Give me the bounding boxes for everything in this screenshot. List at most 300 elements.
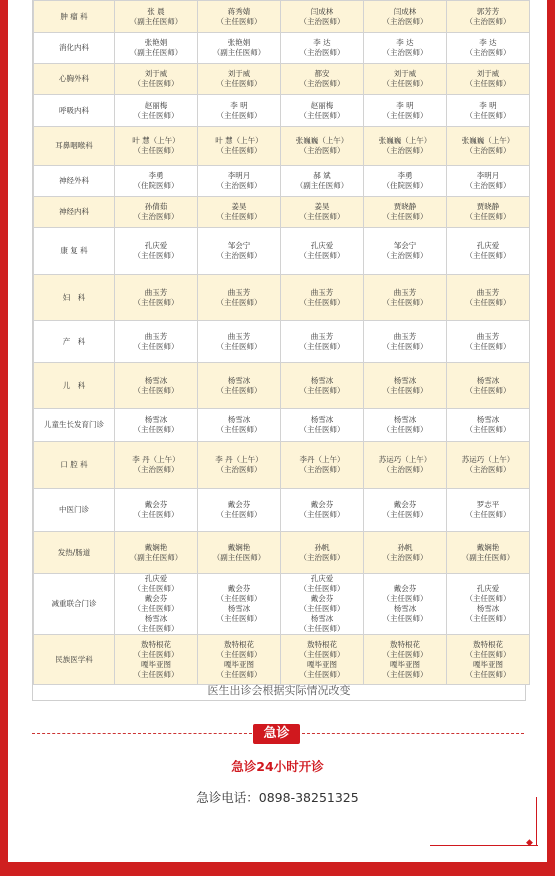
doctor-cell bbox=[447, 574, 530, 635]
doctor-name: 孙倩茹 bbox=[144, 202, 168, 211]
doctor-name: 曲玉芳 bbox=[227, 331, 251, 341]
doctor-cell bbox=[281, 275, 364, 321]
doctor-title: （主任医师） bbox=[382, 669, 428, 679]
doctor-cell bbox=[447, 635, 530, 685]
doctor-name: 嘎毕亚图 bbox=[141, 659, 171, 669]
doctor-cell bbox=[281, 321, 364, 363]
doctor-title: （副主任医师） bbox=[295, 181, 349, 190]
doctor-name: 刘于威 bbox=[476, 69, 500, 78]
doctor-name: 曲玉芳 bbox=[144, 331, 168, 341]
doctor-name: 贾晓静 bbox=[393, 202, 417, 211]
doctor-cell bbox=[447, 363, 530, 409]
doctor-title: （主任医师） bbox=[133, 510, 179, 519]
doctor-cell bbox=[447, 442, 530, 489]
doctor-name: 苏运巧（上午） bbox=[378, 455, 432, 464]
doctor-cell bbox=[364, 409, 447, 442]
doctor-cell bbox=[447, 532, 530, 574]
doctor-name: 孔庆爱 bbox=[144, 574, 168, 583]
doctor-title: （主任医师） bbox=[133, 649, 179, 659]
doctor-title: （主治医师） bbox=[216, 465, 262, 474]
doctor-cell bbox=[198, 228, 281, 275]
table-row bbox=[34, 197, 530, 228]
doctor-name: 叶 慧（上午） bbox=[215, 136, 263, 145]
doctor-name: 张 晨 bbox=[147, 6, 165, 16]
doctor-name: 敖特根花 bbox=[307, 639, 337, 649]
doctor-cell bbox=[447, 166, 530, 197]
doctor-cell bbox=[281, 127, 364, 166]
doctor-title: （主任医师） bbox=[465, 649, 511, 659]
doctor-name: 李明月 bbox=[476, 171, 500, 180]
doctor-name: 李 丹（上午） bbox=[215, 455, 263, 464]
doctor-cell bbox=[115, 166, 198, 197]
doctor-cell bbox=[198, 574, 281, 635]
doctor-cell bbox=[281, 574, 364, 635]
doctor-name: 敖特根花 bbox=[141, 639, 171, 649]
doctor-name: 邹会宁 bbox=[227, 241, 251, 250]
doctor-title: （主治医师） bbox=[299, 146, 345, 155]
doctor-title: （主任医师） bbox=[216, 79, 262, 88]
corner-line-vertical bbox=[536, 797, 537, 845]
doctor-title: （主任医师） bbox=[382, 425, 428, 434]
doctor-title: （主治医师） bbox=[299, 465, 345, 474]
doctor-cell bbox=[447, 33, 530, 64]
doctor-name: 孔庆爱 bbox=[144, 241, 168, 250]
doctor-cell bbox=[198, 64, 281, 95]
doctor-cell bbox=[364, 635, 447, 685]
doctor-name: 贾晓静 bbox=[476, 202, 500, 211]
doctor-cell bbox=[198, 127, 281, 166]
doctor-title: （主治医师） bbox=[299, 552, 345, 562]
doctor-title: （主任医师） bbox=[299, 510, 345, 519]
doctor-name: 孔庆爱 bbox=[476, 584, 500, 593]
doctor-title: （主任医师） bbox=[465, 385, 511, 395]
doctor-name: 曲玉芳 bbox=[393, 331, 417, 341]
doctor-title: （主任医师） bbox=[133, 584, 179, 593]
doctor-title: （主任医师） bbox=[299, 584, 345, 593]
doctor-title: （主任医师） bbox=[133, 385, 179, 395]
doctor-title: （主任医师） bbox=[382, 297, 428, 307]
doctor-cell bbox=[115, 574, 198, 635]
doctor-title: （主任医师） bbox=[465, 669, 511, 679]
dept-cell: 产 科 bbox=[34, 321, 115, 363]
dept-cell: 减重联合门诊 bbox=[34, 574, 115, 635]
doctor-name: 姜昊 bbox=[231, 202, 247, 211]
doctor-title: （主治医师） bbox=[382, 146, 428, 155]
doctor-title: （副主任医师） bbox=[212, 48, 266, 57]
doctor-title: （主任医师） bbox=[465, 251, 511, 260]
doctor-title: （主任医师） bbox=[133, 425, 179, 434]
doctor-name: 杨雪冰 bbox=[310, 614, 334, 623]
doctor-name: 杨雪冰 bbox=[227, 604, 251, 613]
doctor-title: （副主任医师） bbox=[212, 552, 266, 562]
doctor-title: （主治医师） bbox=[382, 48, 428, 57]
doctor-name: 戴娴艳 bbox=[476, 542, 500, 552]
doctor-title: （主任医师） bbox=[299, 212, 345, 221]
doctor-title: （主任医师） bbox=[133, 79, 179, 88]
doctor-title: （主任医师） bbox=[299, 341, 345, 351]
doctor-title: （主任医师） bbox=[299, 649, 345, 659]
doctor-title: （主治医师） bbox=[133, 465, 179, 474]
doctor-name: 曲玉芳 bbox=[476, 287, 500, 297]
doctor-name: 闫成林 bbox=[393, 6, 417, 16]
doctor-name: 李丹（上午） bbox=[299, 455, 345, 464]
doctor-cell bbox=[198, 409, 281, 442]
doctor-cell bbox=[198, 321, 281, 363]
doctor-cell bbox=[281, 409, 364, 442]
doctor-cell bbox=[115, 409, 198, 442]
doctor-cell bbox=[364, 166, 447, 197]
doctor-cell bbox=[364, 197, 447, 228]
doctor-title: （主任医师） bbox=[382, 594, 428, 603]
doctor-cell bbox=[281, 635, 364, 685]
doctor-name: 戴会芬 bbox=[227, 500, 251, 509]
table-row bbox=[34, 33, 530, 64]
doctor-cell bbox=[198, 1, 281, 33]
doctor-title: （主任医师） bbox=[382, 385, 428, 395]
doctor-cell bbox=[281, 64, 364, 95]
doctor-name: 戴娴艳 bbox=[144, 542, 168, 552]
doctor-cell bbox=[364, 321, 447, 363]
doctor-name: 孔庆爱 bbox=[310, 241, 334, 250]
doctor-name: 孔庆爱 bbox=[476, 241, 500, 250]
doctor-title: （主任医师） bbox=[299, 425, 345, 434]
dept-cell: 发热/肠道 bbox=[34, 532, 115, 574]
doctor-name: 郭芳芳 bbox=[476, 6, 500, 16]
doctor-cell bbox=[281, 1, 364, 33]
doctor-title: （主任医师） bbox=[465, 425, 511, 434]
doctor-name: 张艳娟 bbox=[144, 38, 168, 47]
doctor-name: 孙帆 bbox=[314, 542, 330, 552]
doctor-cell bbox=[115, 442, 198, 489]
doctor-title: （主任医师） bbox=[133, 146, 179, 155]
doctor-cell bbox=[364, 95, 447, 127]
doctor-cell bbox=[281, 489, 364, 532]
doctor-name: 刘于威 bbox=[144, 69, 168, 78]
doctor-title: （主治医师） bbox=[382, 251, 428, 260]
doctor-cell bbox=[281, 363, 364, 409]
emergency-badge: 急诊 bbox=[253, 724, 300, 744]
doctor-title: （副主任医师） bbox=[129, 552, 183, 562]
doctor-title: （主任医师） bbox=[133, 251, 179, 260]
dept-cell: 消化内科 bbox=[34, 33, 115, 64]
doctor-name: 杨雪冰 bbox=[227, 375, 251, 385]
doctor-name: 张巍巍（上午） bbox=[295, 136, 349, 145]
doctor-cell bbox=[281, 197, 364, 228]
doctor-name: 李 达 bbox=[313, 38, 331, 47]
doctor-name: 杨雪冰 bbox=[144, 375, 168, 385]
doctor-cell bbox=[115, 127, 198, 166]
doctor-cell bbox=[115, 228, 198, 275]
doctor-name: 敖特根花 bbox=[473, 639, 503, 649]
doctor-name: 李 达 bbox=[479, 38, 497, 47]
doctor-title: （主任医师） bbox=[133, 624, 179, 633]
dept-cell: 妇 科 bbox=[34, 275, 115, 321]
doctor-name: 杨雪冰 bbox=[476, 415, 500, 424]
doctor-name: 姜昊 bbox=[314, 202, 330, 211]
doctor-cell bbox=[364, 532, 447, 574]
doctor-name: 杨雪冰 bbox=[393, 415, 417, 424]
divider-left bbox=[32, 733, 252, 734]
doctor-title: （主任医师） bbox=[216, 341, 262, 351]
emergency-phone[interactable]: 急诊电话：0898-38251325 bbox=[196, 790, 359, 805]
doctor-title: （主任医师） bbox=[382, 79, 428, 88]
doctor-cell bbox=[115, 197, 198, 228]
dept-cell: 中医门诊 bbox=[34, 489, 115, 532]
doctor-title: （主任医师） bbox=[382, 510, 428, 519]
doctor-cell bbox=[447, 1, 530, 33]
table-row bbox=[34, 275, 530, 321]
doctor-cell bbox=[198, 275, 281, 321]
table-row bbox=[34, 489, 530, 532]
doctor-name: 苏运巧（上午） bbox=[461, 455, 515, 464]
doctor-cell bbox=[115, 363, 198, 409]
table-row bbox=[34, 228, 530, 275]
table-row bbox=[34, 442, 530, 489]
dept-cell: 儿童生长发育门诊 bbox=[34, 409, 115, 442]
doctor-title: （主治医师） bbox=[465, 465, 511, 474]
doctor-title: （主任医师） bbox=[465, 297, 511, 307]
doctor-cell bbox=[198, 532, 281, 574]
table-row bbox=[34, 635, 530, 685]
doctor-cell bbox=[198, 489, 281, 532]
doctor-title: （主任医师） bbox=[133, 297, 179, 307]
doctor-title: （主任医师） bbox=[133, 341, 179, 351]
doctor-title: （主任医师） bbox=[216, 614, 262, 623]
doctor-name: 李 明 bbox=[479, 100, 497, 110]
doctor-title: （主任医师） bbox=[299, 251, 345, 260]
doctor-name: 嘎毕亚图 bbox=[307, 659, 337, 669]
doctor-name: 曲玉芳 bbox=[476, 331, 500, 341]
dept-cell: 康 复 科 bbox=[34, 228, 115, 275]
doctor-title: （主治医师） bbox=[465, 146, 511, 155]
doctor-name: 李勇 bbox=[397, 171, 413, 180]
doctor-name: 郝 斌 bbox=[313, 171, 331, 180]
doctor-title: （主任医师） bbox=[299, 604, 345, 613]
doctor-title: （主任医师） bbox=[465, 79, 511, 88]
doctor-cell bbox=[364, 228, 447, 275]
table-row bbox=[34, 166, 530, 197]
table-row bbox=[34, 409, 530, 442]
doctor-name: 赵丽梅 bbox=[310, 100, 334, 110]
doctor-name: 张艳娟 bbox=[227, 38, 251, 47]
doctor-title: （主治医师） bbox=[382, 16, 428, 26]
doctor-name: 闫成林 bbox=[310, 6, 334, 16]
doctor-title: （主治医师） bbox=[465, 48, 511, 57]
doctor-title: （主治医师） bbox=[216, 251, 262, 260]
doctor-cell bbox=[364, 275, 447, 321]
doctor-title: （主任医师） bbox=[133, 604, 179, 613]
doctor-cell bbox=[198, 33, 281, 64]
doctor-title: （主任医师） bbox=[465, 212, 511, 221]
doctor-name: 戴会芬 bbox=[393, 500, 417, 509]
table-row bbox=[34, 127, 530, 166]
doctor-name: 嘎毕亚图 bbox=[390, 659, 420, 669]
doctor-title: （主任医师） bbox=[465, 614, 511, 623]
doctor-name: 杨雪冰 bbox=[144, 614, 168, 623]
doctor-title: （主治医师） bbox=[299, 16, 345, 26]
table-row bbox=[34, 574, 530, 635]
doctor-title: （主治医师） bbox=[299, 48, 345, 57]
doctor-name: 杨雪冰 bbox=[144, 415, 168, 424]
doctor-cell bbox=[364, 574, 447, 635]
doctor-name: 杨雪冰 bbox=[310, 415, 334, 424]
doctor-cell bbox=[281, 442, 364, 489]
doctor-cell bbox=[115, 532, 198, 574]
doctor-name: 戴会芬 bbox=[393, 584, 417, 593]
table-row bbox=[34, 363, 530, 409]
dept-cell: 神经外科 bbox=[34, 166, 115, 197]
doctor-name: 嘎毕亚图 bbox=[473, 659, 503, 669]
dept-cell: 民族医学科 bbox=[34, 635, 115, 685]
table-row bbox=[34, 64, 530, 95]
doctor-title: （主任医师） bbox=[299, 385, 345, 395]
doctor-title: （主治医师） bbox=[216, 181, 262, 190]
schedule-body bbox=[34, 1, 530, 685]
doctor-cell bbox=[115, 95, 198, 127]
doctor-name: 戴娴艳 bbox=[227, 542, 251, 552]
doctor-name: 曲玉芳 bbox=[144, 287, 168, 297]
doctor-cell bbox=[198, 442, 281, 489]
corner-line-horizontal bbox=[430, 845, 538, 846]
doctor-title: （主任医师） bbox=[382, 649, 428, 659]
doctor-title: （主任医师） bbox=[216, 212, 262, 221]
emergency-title: 急诊24小时开诊 bbox=[231, 759, 324, 774]
doctor-name: 敖特根花 bbox=[224, 639, 254, 649]
doctor-name: 戴会芬 bbox=[144, 594, 168, 603]
doctor-cell bbox=[281, 532, 364, 574]
doctor-name: 曲玉芳 bbox=[310, 331, 334, 341]
doctor-title: （主任医师） bbox=[216, 669, 262, 679]
doctor-title: （住院医师） bbox=[382, 181, 428, 190]
doctor-cell bbox=[281, 166, 364, 197]
doctor-cell bbox=[364, 442, 447, 489]
doctor-title: （住院医师） bbox=[133, 181, 179, 190]
doctor-title: （主任医师） bbox=[216, 385, 262, 395]
doctor-title: （副主任医师） bbox=[129, 48, 183, 57]
table-row bbox=[34, 321, 530, 363]
doctor-name: 杨雪冰 bbox=[476, 604, 500, 613]
doctor-title: （副主任医师） bbox=[129, 16, 183, 26]
doctor-cell bbox=[281, 33, 364, 64]
doctor-title: （主任医师） bbox=[382, 341, 428, 351]
doctor-cell bbox=[115, 64, 198, 95]
doctor-cell bbox=[447, 409, 530, 442]
doctor-title: （主治医师） bbox=[382, 552, 428, 562]
doctor-title: （主任医师） bbox=[299, 624, 345, 633]
doctor-name: 李明月 bbox=[227, 171, 251, 180]
doctor-name: 都安 bbox=[314, 69, 330, 78]
doctor-name: 李 丹（上午） bbox=[132, 455, 180, 464]
doctor-cell bbox=[115, 489, 198, 532]
doctor-cell bbox=[364, 489, 447, 532]
doctor-title: （主任医师） bbox=[216, 110, 262, 120]
table-row bbox=[34, 532, 530, 574]
doctor-title: （副主任医师） bbox=[461, 552, 515, 562]
dept-cell: 呼吸内科 bbox=[34, 95, 115, 127]
doctor-name: 曲玉芳 bbox=[393, 287, 417, 297]
divider-right bbox=[302, 733, 524, 734]
doctor-cell bbox=[198, 363, 281, 409]
doctor-cell bbox=[115, 33, 198, 64]
doctor-name: 杨雪冰 bbox=[227, 415, 251, 424]
doctor-cell bbox=[447, 197, 530, 228]
doctor-cell bbox=[364, 64, 447, 95]
doctor-name: 刘于威 bbox=[393, 69, 417, 78]
doctor-cell bbox=[198, 166, 281, 197]
doctor-name: 戴会芬 bbox=[227, 584, 251, 593]
doctor-name: 孙帆 bbox=[397, 542, 413, 552]
doctor-title: （主任医师） bbox=[216, 594, 262, 603]
doctor-title: （主任医师） bbox=[133, 669, 179, 679]
doctor-cell bbox=[447, 275, 530, 321]
doctor-title: （主任医师） bbox=[382, 614, 428, 623]
doctor-title: （主任医师） bbox=[299, 669, 345, 679]
doctor-title: （主任医师） bbox=[216, 649, 262, 659]
doctor-name: 刘于威 bbox=[227, 69, 251, 78]
doctor-cell bbox=[198, 95, 281, 127]
doctor-cell bbox=[198, 197, 281, 228]
doctor-cell bbox=[447, 489, 530, 532]
doctor-title: （主任医师） bbox=[382, 212, 428, 221]
doctor-title: （主治医师） bbox=[382, 465, 428, 474]
doctor-title: （主任医师） bbox=[465, 110, 511, 120]
doctor-name: 李 明 bbox=[230, 100, 248, 110]
dept-cell: 肿 瘤 科 bbox=[34, 1, 115, 33]
doctor-name: 曲玉芳 bbox=[310, 287, 334, 297]
doctor-title: （主治医师） bbox=[465, 16, 511, 26]
schedule-table bbox=[33, 0, 530, 685]
doctor-title: （主任医师） bbox=[216, 297, 262, 307]
doctor-cell bbox=[364, 1, 447, 33]
doctor-name: 邹会宁 bbox=[393, 241, 417, 250]
doctor-name: 张巍巍（上午） bbox=[378, 136, 432, 145]
doctor-title: （主任医师） bbox=[216, 146, 262, 155]
doctor-title: （主任医师） bbox=[465, 594, 511, 603]
doctor-title: （主任医师） bbox=[216, 510, 262, 519]
doctor-title: （主任医师） bbox=[465, 510, 511, 519]
doctor-name: 杨雪冰 bbox=[393, 604, 417, 613]
doctor-name: 李勇 bbox=[148, 171, 164, 180]
doctor-name: 杨雪冰 bbox=[310, 375, 334, 385]
doctor-cell bbox=[281, 95, 364, 127]
doctor-cell bbox=[115, 321, 198, 363]
doctor-cell bbox=[364, 363, 447, 409]
doctor-name: 张巍巍（上午） bbox=[461, 136, 515, 145]
doctor-title: （主治医师） bbox=[133, 212, 179, 221]
doctor-cell bbox=[447, 228, 530, 275]
doctor-title: （主任医师） bbox=[299, 297, 345, 307]
doctor-name: 杨雪冰 bbox=[476, 375, 500, 385]
doctor-cell bbox=[447, 95, 530, 127]
dept-cell: 神经内科 bbox=[34, 197, 115, 228]
doctor-name: 李 达 bbox=[396, 38, 414, 47]
schedule-note: 医生出诊会根据实际情况改变 bbox=[207, 684, 351, 697]
doctor-name: 杨雪冰 bbox=[393, 375, 417, 385]
table-row bbox=[34, 95, 530, 127]
doctor-cell bbox=[115, 275, 198, 321]
doctor-cell bbox=[364, 33, 447, 64]
dept-cell: 口 腔 科 bbox=[34, 442, 115, 489]
doctor-cell bbox=[447, 127, 530, 166]
corner-ornament-icon: ◆ bbox=[526, 838, 533, 848]
table-row bbox=[34, 1, 530, 33]
doctor-cell bbox=[115, 635, 198, 685]
doctor-title: （主任医师） bbox=[216, 16, 262, 26]
doctor-cell bbox=[115, 1, 198, 33]
doctor-title: （主任医师） bbox=[216, 425, 262, 434]
dept-cell: 心胸外科 bbox=[34, 64, 115, 95]
doctor-name: 叶 慧（上午） bbox=[132, 136, 180, 145]
